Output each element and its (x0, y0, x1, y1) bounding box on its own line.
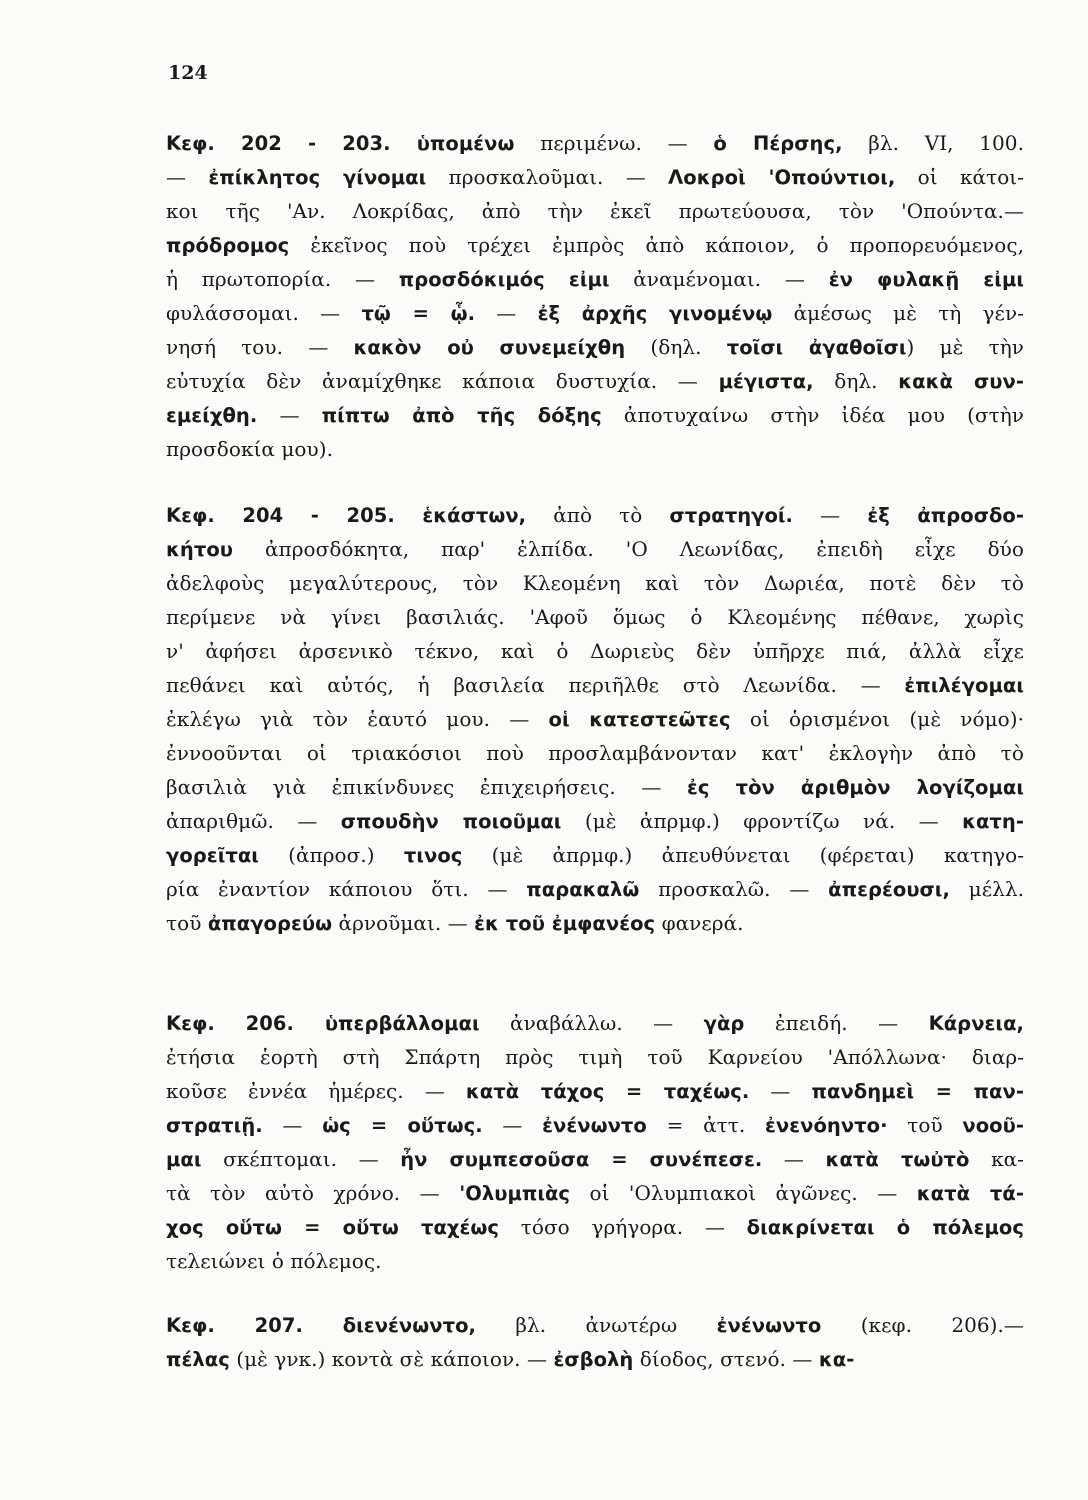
text-line (166, 634, 1024, 668)
gloss-text: = ἀττ. (646, 1113, 765, 1137)
lemma-term: οἱ κατεστεῶτες (548, 708, 731, 731)
lemma-term: τῷ = ᾧ. (361, 302, 476, 325)
gloss-text: (μὲ γνκ.) κοντὰ σὲ κάποιον. — (229, 1347, 554, 1371)
text-line (166, 1176, 1024, 1210)
text-line (166, 1342, 1024, 1376)
commentary-section-204-205 (166, 498, 1024, 940)
lemma-term: Κεφ. 204 - 205. ἑκάστων, (166, 504, 527, 527)
text-line (166, 1108, 1024, 1142)
lemma-term: κακὸν οὐ συνεμείχθη (353, 336, 626, 359)
text-line (166, 1210, 1024, 1244)
lemma-term: ἐνένωντο (716, 1314, 822, 1337)
gloss-text: ἀπροσδόκητα, παρ' ἐλπίδα. 'Ο Λεωνίδας, ἐπειδὴ εἶχε δύο (233, 537, 1024, 561)
text-line (166, 906, 1024, 940)
lemma-term: πρόδρομος (166, 234, 290, 257)
gloss-text: — (257, 403, 322, 427)
lemma-term: διακρίνεται ὁ πόλεμος (746, 1216, 1024, 1239)
commentary-section-207 (166, 1308, 1024, 1376)
lemma-term: τινος (403, 844, 463, 867)
lemma-term: Λοκροὶ 'Οπούντιοι, (668, 166, 896, 189)
gloss-text: ἀπὸ τὸ (526, 503, 670, 527)
text-line (166, 296, 1024, 330)
gloss-text: ἐκλέγω γιὰ τὸν ἑαυτό μου. — (166, 707, 549, 731)
lemma-term: ἀπαγορεύω (207, 912, 333, 935)
text-line (166, 1040, 1024, 1074)
gloss-text: ) μὲ τὴν (906, 335, 1024, 359)
gloss-text: ἐκεῖνος ποὺ τρέχει ἐμπρὸς ἀπὸ κάποιον, ὁ προπορευόμενος, (289, 233, 1024, 257)
text-line (166, 262, 1024, 296)
lemma-term: Κεφ. 202 - 203. ὑπομένω (166, 132, 515, 155)
lemma-term: χος οὕτω = οὕτω ταχέως (166, 1216, 500, 1239)
lemma-term: κατη- (962, 810, 1024, 833)
lemma-term: στρατιῇ. (166, 1114, 263, 1137)
gloss-text: ἀναμένομαι. — (609, 267, 829, 291)
text-line (166, 702, 1024, 736)
lemma-term: κήτου (166, 538, 233, 561)
lemma-term: κατὰ τωὐτὸ (825, 1148, 970, 1171)
gloss-text: δηλ. (813, 369, 899, 393)
text-line (166, 600, 1024, 634)
gloss-text: πεθάνει καὶ αὐτός, ἡ βασιλεία περιῆλθε στὸ Λεωνίδα. — (166, 673, 905, 697)
gloss-text: κοι τῆς 'Αν. Λοκρίδας, ἀπὸ τὴν ἐκεῖ πρωτεύουσα, τὸν 'Οπούντα.— (166, 199, 1024, 223)
lemma-term: κατὰ τάχος = ταχέως. (465, 1080, 750, 1103)
gloss-text: οἱ 'Ολυμπιακοὶ ἀγῶνες. — (570, 1181, 917, 1205)
text-line (166, 126, 1024, 160)
gloss-text: οἱ κάτοι- (895, 165, 1024, 189)
lemma-term: κακὰ συν- (898, 370, 1024, 393)
gloss-text: ρία ἐναντίον κάποιου ὅτι. — (166, 877, 527, 901)
gloss-text: — (482, 1113, 543, 1137)
text-line (166, 838, 1024, 872)
text-line (166, 364, 1024, 398)
gloss-text: ἐτήσια ἑορτὴ στὴ Σπάρτη πρὸς τιμὴ τοῦ Καρνείου 'Απόλλωνα· διαρ- (166, 1045, 1024, 1069)
lemma-term: μέγιστα, (718, 370, 814, 393)
gloss-text: τοῦ (166, 911, 208, 935)
page-number: 124 (168, 62, 208, 84)
lemma-term: ἐξ ἀρχῆς γινομένῳ (537, 302, 773, 325)
gloss-text: νησή του. — (166, 335, 354, 359)
text-line (166, 736, 1024, 770)
lemma-term: ἐπίκλητος γίνομαι (208, 166, 427, 189)
gloss-text: — (749, 1079, 812, 1103)
lemma-term: ἐς τὸν ἀριθμὸν λογίζομαι (687, 776, 1024, 799)
text-line (166, 398, 1024, 432)
gloss-text: (ἀπροσ.) (258, 843, 404, 867)
lemma-term: 'Ολυμπιὰς (459, 1182, 571, 1205)
lemma-term: ἦν συμπεσοῦσα = συνέπεσε. (400, 1148, 763, 1171)
text-line (166, 194, 1024, 228)
gloss-text: (μὲ ἀπρμφ.) φροντίζω νά. — (561, 809, 963, 833)
gloss-text: τὰ τὸν αὐτὸ χρόνο. — (166, 1181, 460, 1205)
gloss-text: οἱ ὁρισμένοι (μὲ νόμο)· (730, 707, 1025, 731)
text-line (166, 1308, 1024, 1342)
text-line (166, 1074, 1024, 1108)
gloss-text: ν' ἀφήσει ἀρσενικὸ τέκνο, καὶ ὁ Δωριεὺς δὲν ὑπῆρχε πιά, ἀλλὰ εἶχε (166, 639, 1024, 663)
gloss-text: — (262, 1113, 323, 1137)
lemma-term: γὰρ (703, 1012, 745, 1035)
gloss-text: (κεφ. 206).— (821, 1313, 1024, 1337)
lemma-term: ὁ Πέρσης, (713, 132, 843, 155)
lemma-term: ἐσβολὴ (553, 1348, 634, 1371)
lemma-term: κα- (818, 1348, 855, 1371)
lemma-term: σπουδὴν ποιοῦμαι (340, 810, 562, 833)
gloss-text: ἐπειδή. — (744, 1011, 929, 1035)
commentary-section-206 (166, 1006, 1024, 1278)
lemma-term: ὡς = οὕτως. (322, 1114, 483, 1137)
lemma-term: τοῖσι ἀγαθοῖσι (726, 336, 907, 359)
lemma-term: γορεῖται (166, 844, 259, 867)
lemma-term: νοοῦ- (962, 1114, 1024, 1137)
gloss-text: — (793, 503, 868, 527)
lemma-term: εμείχθη. (166, 404, 258, 427)
gloss-text: σκέπτομαι. — (201, 1147, 401, 1171)
text-line (166, 566, 1024, 600)
lemma-term: πανδημεὶ = παν- (811, 1080, 1024, 1103)
text-line (166, 1006, 1024, 1040)
text-line (166, 432, 1024, 466)
gloss-text: μέλλ. (949, 877, 1024, 901)
lemma-term: Κεφ. 206. ὑπερβάλλομαι (166, 1012, 480, 1035)
gloss-text: τόσο γρήγορα. — (499, 1215, 747, 1239)
lemma-term: Κάρνεια, (928, 1012, 1024, 1035)
gloss-text: ἐννοοῦνται οἱ τριακόσιοι ποὺ προσλαμβάνονταν κατ' ἐκλογὴν ἀπὸ τὸ (166, 741, 1024, 765)
lemma-term: ἐνενόηντο· (764, 1114, 888, 1137)
gloss-text: (μὲ ἀπρμφ.) ἀπευθύνεται (φέρεται) κατηγο- (462, 843, 1025, 867)
gloss-text: φυλάσσομαι. — (166, 301, 362, 325)
gloss-text: ἀπαριθμῶ. — (166, 809, 341, 833)
gloss-text: — (762, 1147, 826, 1171)
text-line (166, 872, 1024, 906)
gloss-text: κοῦσε ἐννέα ἡμέρες. — (166, 1079, 466, 1103)
gloss-text: ἀμέσως μὲ τὴ γέν- (772, 301, 1024, 325)
gloss-text: ἀρνοῦμαι. — (332, 911, 475, 935)
text-line (166, 228, 1024, 262)
lemma-term: ἐνένωντο (542, 1114, 647, 1137)
gloss-text: κα- (969, 1147, 1024, 1171)
gloss-text: (δηλ. (625, 335, 727, 359)
gloss-text: ἀδελφοὺς μεγαλύτερους, τὸν Κλεομένη καὶ τὸν Δωριέα, ποτὲ δὲν τὸ (166, 571, 1024, 595)
gloss-text: βλ. ἀνωτέρω (476, 1313, 717, 1337)
lemma-term: παρακαλῶ (526, 878, 640, 901)
text-line (166, 804, 1024, 838)
lemma-term: πίπτω ἀπὸ τῆς δόξης (321, 404, 602, 427)
lemma-term: ἐπιλέγομαι (904, 674, 1024, 697)
text-line (166, 1244, 1024, 1278)
gloss-text: περίμενε νὰ γίνει βασιλιάς. 'Αφοῦ ὅμως ὁ Κλεομένης πέθανε, χωρὶς (166, 605, 1024, 629)
gloss-text: προσδοκία μου). (166, 437, 333, 461)
text-line (166, 1142, 1024, 1176)
lemma-term: μαι (166, 1148, 202, 1171)
lemma-term: στρατηγοί. (669, 504, 794, 527)
gloss-text: βασιλιὰ γιὰ ἐπικίνδυνες ἐπιχειρήσεις. — (166, 775, 688, 799)
commentary-section-202-203 (166, 126, 1024, 466)
lemma-term: Κεφ. 207. διενένωντο, (166, 1314, 476, 1337)
text-line (166, 668, 1024, 702)
gloss-text: ἡ πρωτοπορία. — (166, 267, 399, 291)
text-line (166, 532, 1024, 566)
gloss-text: φανερά. (655, 911, 744, 935)
gloss-text: τοῦ (887, 1113, 963, 1137)
gloss-text: δίοδος, στενό. — (633, 1347, 819, 1371)
text-line (166, 770, 1024, 804)
gloss-text: βλ. VI, 100. (842, 131, 1024, 155)
gloss-text: ἀναβάλλω. — (479, 1011, 704, 1035)
lemma-term: προσδόκιμός εἰμι (398, 268, 610, 291)
lemma-term: πέλας (166, 1348, 230, 1371)
text-line (166, 160, 1024, 194)
text-line (166, 330, 1024, 364)
gloss-text: εὐτυχία δὲν ἀναμίχθηκε κάποια δυστυχία. — (166, 369, 719, 393)
gloss-text: — (166, 165, 209, 189)
gloss-text: περιμένω. — (514, 131, 714, 155)
gloss-text: προσκαλῶ. — (639, 877, 829, 901)
gloss-text: τελειώνει ὁ πόλεμος. (166, 1249, 382, 1273)
gloss-text: ἀποτυχαίνω στὴν ἰδέα μου (στὴν (601, 403, 1024, 427)
lemma-term: ἀπερέουσι, (828, 878, 950, 901)
lemma-term: κατὰ τά- (916, 1182, 1024, 1205)
lemma-term: ἐκ τοῦ ἐμφανέος (474, 912, 656, 935)
gloss-text: προσκαλοῦμαι. — (426, 165, 669, 189)
text-line (166, 498, 1024, 532)
lemma-term: ἐν φυλακῇ εἰμι (828, 268, 1024, 291)
lemma-term: ἐξ ἀπροσδο- (867, 504, 1024, 527)
gloss-text: — (475, 301, 538, 325)
